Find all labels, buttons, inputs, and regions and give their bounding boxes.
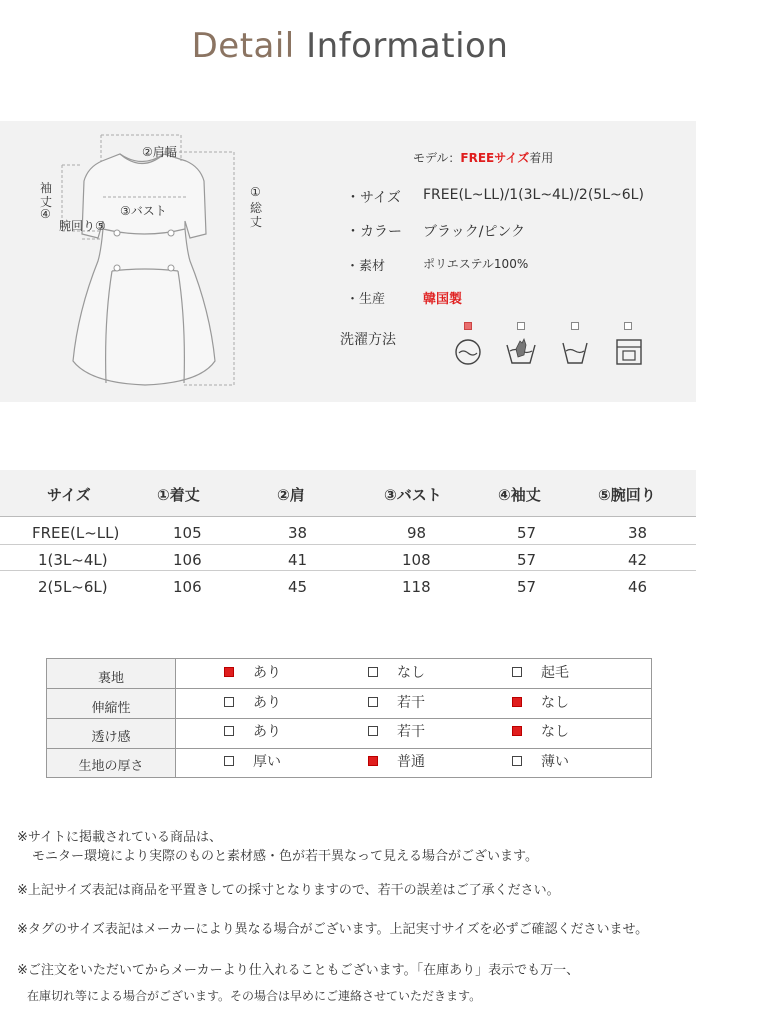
wash-check-4: [624, 322, 632, 330]
checkbox: [224, 726, 234, 736]
label-bust: ③バスト: [120, 204, 167, 218]
header-bust: ③バスト: [384, 486, 442, 504]
label-sleeve-1: 袖: [40, 181, 53, 195]
row-divider: [47, 718, 651, 719]
fabric-option: 普通: [397, 754, 425, 770]
checkbox: [224, 667, 234, 677]
fabric-option: あり: [253, 695, 281, 711]
size-cell: 38: [288, 524, 308, 542]
size-table-header: [0, 470, 696, 517]
fabric-option: なし: [397, 665, 425, 681]
note-3: ※タグのサイズ表記はメーカーにより異なる場合がございます。上記実寸サイズを必ずご確認くださいませ。: [17, 922, 649, 937]
checkbox: [512, 756, 522, 766]
spec-material-value: ポリエステル100%: [423, 257, 529, 271]
fabric-option: あり: [253, 724, 281, 740]
header-size: サイズ: [47, 486, 91, 504]
checkbox: [368, 726, 378, 736]
label-length-2: 総: [250, 201, 263, 215]
size-cell: 57: [517, 578, 537, 596]
hand-wash-icon: [504, 337, 538, 367]
size-cell: 118: [402, 578, 431, 596]
size-cell: 1(3L~4L): [38, 551, 108, 569]
row-divider: [47, 748, 651, 749]
size-cell: 46: [628, 578, 648, 596]
size-cell: 45: [288, 578, 308, 596]
note-4b: 在庫切れ等による場合がございます。その場合は早めにご連絡させていただきます。: [27, 989, 482, 1003]
fabric-option: あり: [253, 665, 281, 681]
spec-color-label: ・カラー: [346, 224, 402, 240]
size-cell: FREE(L~LL): [32, 524, 120, 542]
label-length-1: ①: [250, 185, 261, 199]
wash-basin-icon: [560, 337, 590, 367]
row-divider: [47, 688, 651, 689]
page-title: [0, 26, 700, 66]
note-1b: モニター環境により実際のものと素材感・色が若干異なって見える場合がございます。: [32, 849, 538, 864]
washing-label: 洗濯方法: [340, 332, 396, 348]
header-arm: ⑤腕回り: [598, 486, 656, 504]
checkbox: [368, 667, 378, 677]
fabric-label: 透け感: [91, 730, 131, 745]
wash-check-3: [571, 322, 579, 330]
row-divider: [0, 570, 696, 571]
spec-size-label: ・サイズ: [346, 190, 401, 206]
size-cell: 57: [517, 551, 537, 569]
note-1a: ※サイトに掲載されている商品は、: [17, 830, 222, 845]
size-cell: 108: [402, 551, 431, 569]
fabric-option: 薄い: [541, 754, 569, 770]
detail-panel: [0, 121, 696, 402]
wash-check-1: [464, 322, 472, 330]
label-shoulder: ②肩幅: [142, 145, 177, 159]
fabric-option: 若干: [397, 695, 425, 711]
title-detail: Detail: [191, 26, 295, 66]
fabric-option: 起毛: [541, 665, 569, 681]
washing-machine-icon: [452, 337, 486, 367]
label-sleeve-3: ④: [40, 207, 51, 221]
row-divider: [0, 544, 696, 545]
checkbox: [368, 756, 378, 766]
size-cell: 106: [173, 551, 202, 569]
size-cell: 38: [628, 524, 648, 542]
size-cell: 41: [288, 551, 308, 569]
note-4a: ※ご注文をいただいてからメーカーより仕入れることもございます。「在庫あり」表示でも万一、: [17, 963, 580, 978]
wash-check-2: [517, 322, 525, 330]
header-shoulder: ②肩: [277, 486, 305, 504]
size-cell: 2(5L~6L): [38, 578, 108, 596]
model-info: [413, 149, 553, 166]
label-length-3: 丈: [250, 215, 263, 229]
spec-color-value: ブラック/ピンク: [423, 224, 526, 240]
fabric-option: なし: [541, 695, 569, 711]
checkbox: [368, 697, 378, 707]
spec-size-value: FREE(L~LL)/1(3L~4L)/2(5L~6L): [423, 187, 644, 203]
title-information: Information: [306, 26, 509, 66]
fabric-table: [46, 658, 652, 778]
header-sleeve: ④袖丈: [498, 486, 541, 504]
fabric-label: 裏地: [97, 671, 124, 686]
size-cell: 98: [407, 524, 427, 542]
label-sleeve-2: 丈: [40, 195, 53, 209]
size-cell: 57: [517, 524, 537, 542]
note-2: ※上記サイズ表記は商品を平置きしての採寸となりますので、若干の誤差はご了承ください。: [17, 883, 560, 898]
spec-material-label: ・素材: [346, 259, 386, 274]
model-suffix: 着用: [529, 151, 554, 165]
checkbox: [512, 697, 522, 707]
spec-origin-value: 韓国製: [423, 292, 463, 307]
fabric-option: なし: [541, 724, 569, 740]
header-length: ①着丈: [157, 486, 200, 504]
model-size: FREEサイズ: [460, 151, 530, 165]
model-prefix: モデル：: [413, 151, 461, 165]
tumble-dryer-icon: [614, 337, 644, 367]
size-cell: 42: [628, 551, 648, 569]
label-arm: 腕回り⑤: [59, 219, 106, 233]
checkbox: [224, 756, 234, 766]
fabric-option: 若干: [397, 724, 425, 740]
size-cell: 106: [173, 578, 202, 596]
checkbox: [512, 667, 522, 677]
fabric-label: 生地の厚さ: [78, 759, 144, 774]
spec-origin-label: ・生産: [346, 292, 386, 307]
fabric-label: 伸縮性: [91, 701, 131, 716]
fabric-option: 厚い: [253, 754, 281, 770]
size-cell: 105: [173, 524, 202, 542]
checkbox: [512, 726, 522, 736]
dress-diagram: [0, 121, 300, 402]
checkbox: [224, 697, 234, 707]
